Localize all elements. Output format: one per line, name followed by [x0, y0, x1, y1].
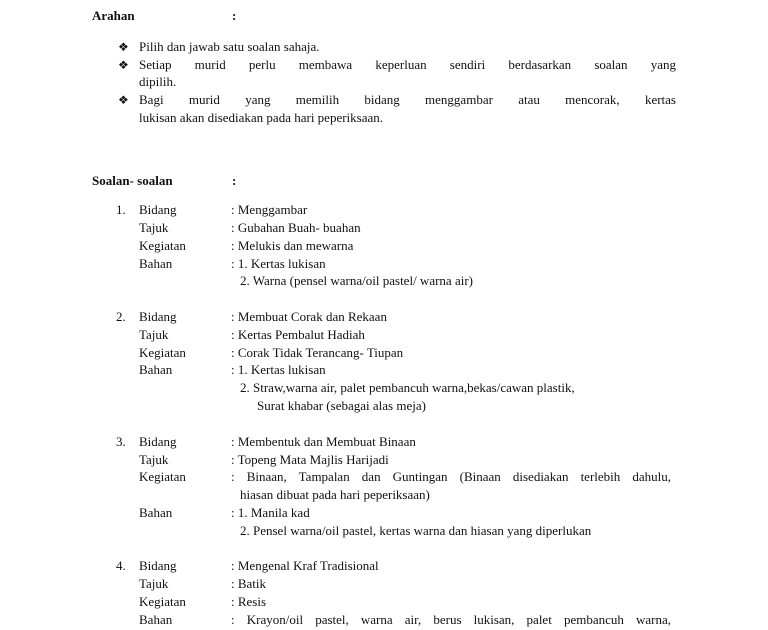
arahan-colon: :	[232, 8, 237, 23]
field-label: Bidang	[139, 434, 177, 449]
field-label: Tajuk	[139, 327, 169, 342]
bullet-2-line-1: Setiap murid perlu membawa keperluan sendiri berdasarkan soalan yang	[139, 57, 676, 72]
field-value: : 1. Manila kad	[231, 505, 310, 520]
field-value: : Menggambar	[231, 202, 308, 217]
field-label: Bidang	[139, 309, 177, 324]
field-value: : 1. Kertas lukisan	[231, 256, 326, 271]
field-value-continued: 2. Straw,warna air, palet pembancuh warna,bekas/cawan plastik,	[240, 380, 575, 395]
bullet-3-line-1: Bagi murid yang memilih bidang menggambar atau mencorak, kertas	[139, 92, 676, 107]
field-value: : Membuat Corak dan Rekaan	[231, 309, 387, 324]
diamond-bullet-icon: ❖	[118, 93, 129, 107]
field-value: : Melukis dan mewarna	[231, 238, 354, 253]
field-value-continued: 2. Pensel warna/oil pastel, kertas warna dan hiasan yang diperlukan	[240, 523, 592, 538]
field-value: : Krayon/oil pastel, warna air, berus lukisan, palet pembancuh warna,	[231, 612, 671, 627]
field-value: : 1. Kertas lukisan	[231, 362, 326, 377]
field-label: Kegiatan	[139, 238, 186, 253]
field-label: Tajuk	[139, 220, 169, 235]
field-value: : Mengenal Kraf Tradisional	[231, 558, 379, 573]
diamond-bullet-icon: ❖	[118, 40, 129, 54]
field-value-continued: 2. Warna (pensel warna/oil pastel/ warna air)	[240, 273, 473, 288]
field-value: : Batik	[231, 576, 267, 591]
arahan-heading: Arahan	[92, 8, 135, 23]
field-value: : Binaan, Tampalan dan Guntingan (Binaan disediakan terlebih dahulu,	[231, 469, 671, 484]
field-value: : Corak Tidak Terancang- Tiupan	[231, 345, 404, 360]
bullet-3-line-2: lukisan akan disediakan pada hari peperiksaan.	[139, 110, 384, 125]
field-label: Bahan	[139, 362, 173, 377]
question-number: 2.	[116, 309, 126, 324]
field-value-continued: Surat khabar (sebagai alas meja)	[257, 398, 426, 413]
bullet-2-line-2: dipilih.	[139, 74, 177, 89]
soalan-heading: Soalan- soalan	[92, 173, 173, 188]
question-number: 1.	[116, 202, 126, 217]
field-value: : Resis	[231, 594, 267, 609]
field-value: : Kertas Pembalut Hadiah	[231, 327, 365, 342]
field-value: : Topeng Mata Majlis Harijadi	[231, 452, 389, 467]
question-number: 3.	[116, 434, 126, 449]
field-label: Tajuk	[139, 576, 169, 591]
field-label: Bidang	[139, 202, 177, 217]
field-label: Kegiatan	[139, 345, 186, 360]
soalan-colon: :	[232, 173, 237, 188]
bullet-1-line: Pilih dan jawab satu soalan sahaja.	[139, 39, 320, 54]
field-label: Tajuk	[139, 452, 169, 467]
field-value: : Membentuk dan Membuat Binaan	[231, 434, 416, 449]
field-value: : Gubahan Buah- buahan	[231, 220, 361, 235]
field-label: Bahan	[139, 612, 173, 627]
field-label: Bahan	[139, 505, 173, 520]
field-label: Bahan	[139, 256, 173, 271]
diamond-bullet-icon: ❖	[118, 58, 129, 72]
field-label: Kegiatan	[139, 594, 186, 609]
field-label: Bidang	[139, 558, 177, 573]
question-number: 4.	[116, 558, 126, 573]
field-label: Kegiatan	[139, 469, 186, 484]
field-value-continued: hiasan dibuat pada hari peperiksaan)	[240, 487, 430, 502]
